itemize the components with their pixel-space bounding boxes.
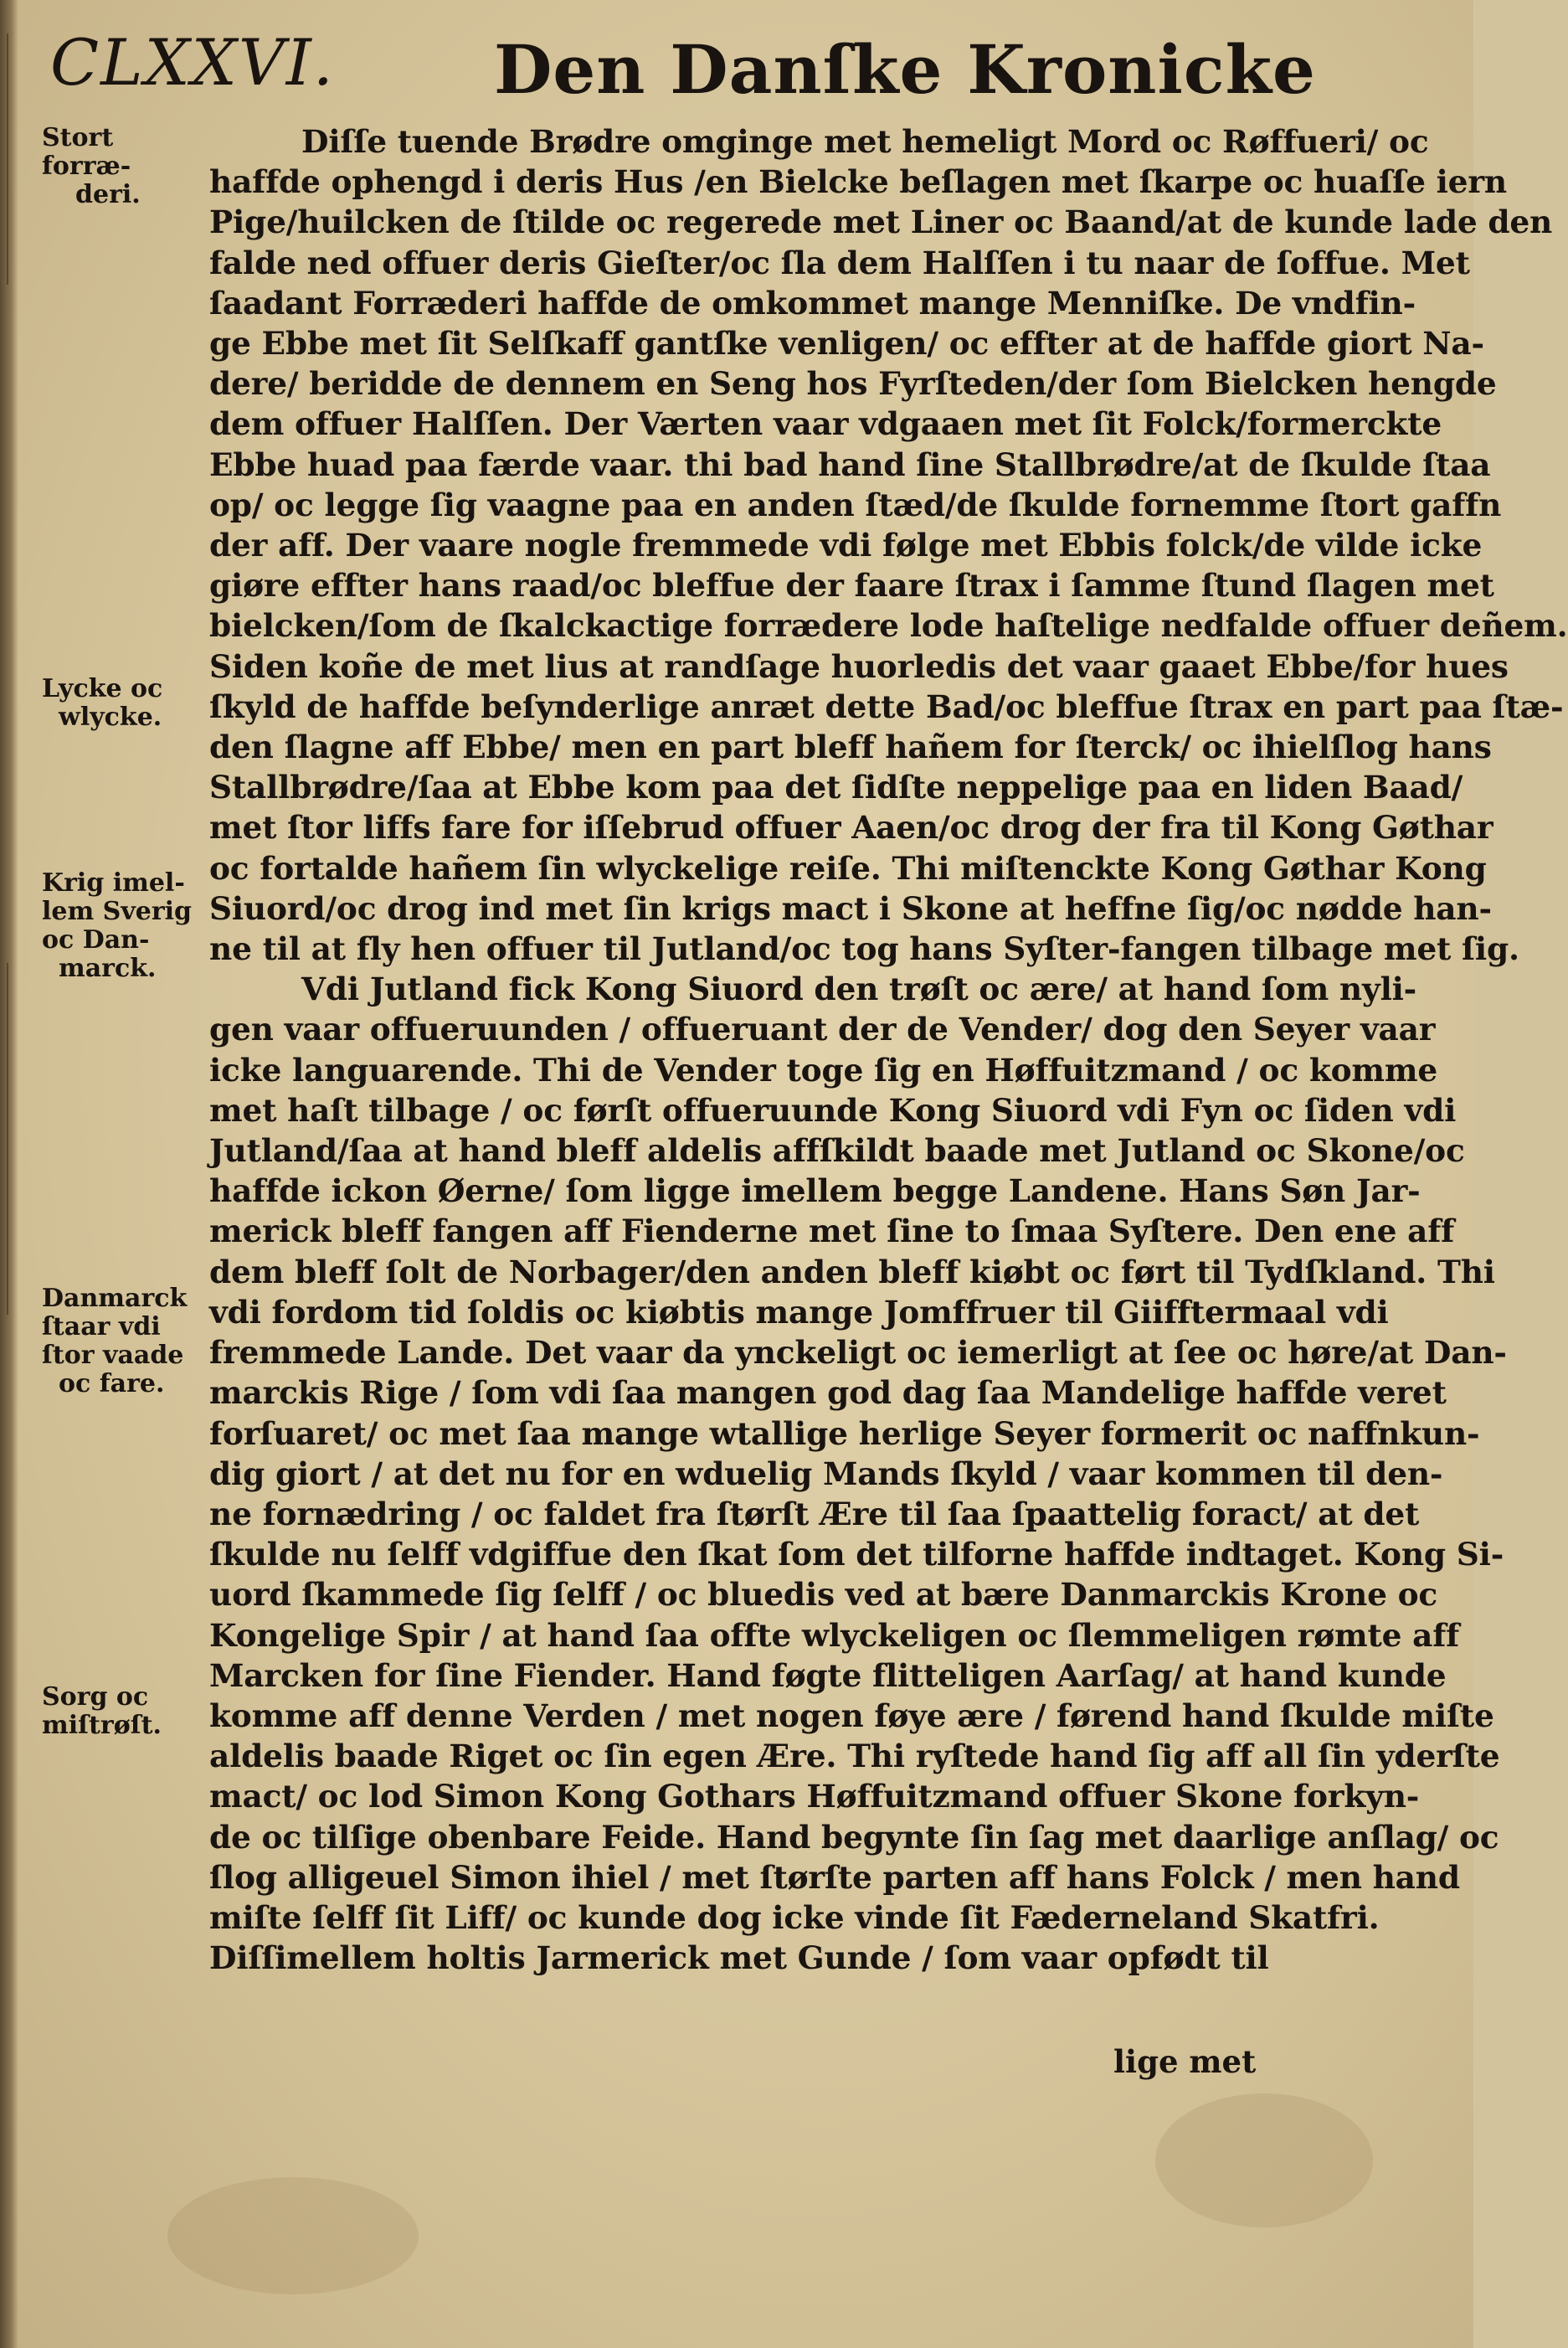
text-line: Kongelige Spir / at hand ſaa offte wlyckeligen oc ſlemmeligen rømte aff	[209, 1616, 1460, 1654]
margin-note	[42, 675, 201, 732]
margin-note-line: oc Dan-	[42, 925, 150, 955]
text-line: op/ oc legge ſig vaagne paa en anden ſtæd/de ſkulde fornemme ſtort gaffn	[209, 486, 1502, 523]
text-line: giøre effter hans raad/oc bleffue der faare ſtrax i ſamme ſtund ſlagen met	[209, 567, 1494, 605]
margin-note-line: ſtor vaade	[42, 1341, 184, 1370]
text-line: fremmede Lande. Det vaar da ynckeligt oc iemerligt at ſee oc høre/at Dan-	[209, 1334, 1507, 1372]
text-line: miſte ſelff ſit Liff/ oc kunde dog icke vinde ſit Fæderneland Skatfri.	[209, 1898, 1380, 1936]
margin-note	[42, 1285, 201, 1398]
text-line: Jutland/ſaa at hand bleff aldelis affſkildt baade met Jutland oc Skone/oc	[209, 1132, 1465, 1170]
margin-note	[42, 1683, 201, 1740]
text-line: de oc tilſige obenbare Feide. Hand begynte ſin ſag met daarlige anſlag/ oc	[209, 1818, 1499, 1856]
margin-note-line: Krig imel-	[42, 868, 185, 898]
text-line: dem offuer Halſſen. Der Værten vaar vdgaaen met ſit Folck/formerckte	[209, 405, 1442, 443]
paper-stain	[1155, 2093, 1373, 2227]
text-line: ge Ebbe met ſit Selſkaff gantſke venligen/ oc effter at de haffde giort Na-	[209, 325, 1484, 363]
page-edge	[0, 0, 18, 2348]
paper-stain	[167, 2177, 419, 2294]
margin-note-line: wlycke.	[59, 703, 162, 732]
text-line: oc fortalde hañem ſin wlyckelige reiſe. Thi miſtenckte Kong Gøthar Kong	[209, 849, 1487, 887]
text-line: dere/ beridde de dennem en Seng hos Fyrſteden/der ſom Bielcken hengde	[209, 365, 1497, 403]
text-line: ne fornædring / oc faldet fra ſtørſt Ære til ſaa ſpaattelig foract/ at det	[209, 1495, 1420, 1532]
folio-number: CLXXVI.	[50, 25, 335, 100]
margin-note-line: lem Sverig	[42, 897, 193, 926]
text-line: mact/ oc lod Simon Kong Gothars Høffuitzmand offuer Skone forkyn-	[209, 1778, 1420, 1815]
margin-note-line: ſtaar vdi	[42, 1312, 161, 1341]
margin-note-line: Sorg oc	[42, 1682, 149, 1712]
text-line: Siuord/oc drog ind met ſin krigs mact i Skone at heffne ſig/oc nødde han-	[209, 889, 1492, 927]
text-line: met ſtor liffs fare for iſſebrud offuer Aaen/oc drog der fra til Kong Gøthar	[209, 809, 1493, 847]
margin-note-line: oc fare.	[59, 1369, 165, 1398]
text-line: ſaadant Forræderi haffde de omkommet mange Menniſke. De vndfin-	[209, 284, 1416, 322]
margin-note-line: Lycke oc	[42, 674, 163, 703]
text-line: der aff. Der vaare nogle fremmede vdi følge met Ebbis folck/de vilde icke	[209, 527, 1483, 564]
text-line: uord ſkammede ſig ſelff / oc bluedis ved at bære Danmarckis Krone oc	[209, 1576, 1438, 1614]
gutter-mark	[7, 33, 8, 285]
margin-note-line: Stort forræ-	[42, 123, 131, 181]
text-line: merick bleff fangen aff Fienderne met ſine to ſmaa Syſtere. Den ene aff	[209, 1213, 1455, 1250]
text-line: falde ned offuer deris Gieſter/oc ſla dem Halſſen i tu naar de ſoffue. Met	[209, 244, 1470, 281]
margin-note	[42, 124, 201, 209]
text-line: vdi fordom tid ſoldis oc kiøbtis mange Jomffruer til Giifftermaal vdi	[209, 1293, 1389, 1331]
text-line: Siden koñe de met lius at randſage huorledis det vaar gaaet Ebbe/for hues	[209, 647, 1509, 685]
text-line: aldelis baade Riget oc ſin egen Ære. Thi ryſtede hand ſig aff all ſin yderſte	[209, 1738, 1500, 1775]
text-line: Diſſimellem holtis Jarmerick met Gunde / ſom vaar opfødt til	[209, 1939, 1269, 1977]
text-line: ſkulde nu ſelff vdgiffue den ſkat ſom det tilforne haffde indtaget. Kong Si-	[209, 1536, 1504, 1573]
margin-note-line: Danmarck	[42, 1284, 188, 1313]
text-line: Stallbrødre/ſaa at Ebbe kom paa det ſidſte neppelige paa en liden Baad/	[209, 769, 1463, 806]
text-line: Pige/huilcken de ſtilde oc regerede met Liner oc Baand/at de kunde lade den	[209, 203, 1553, 241]
text-line: Ebbe huad paa færde vaar. thi bad hand ſine Stallbrødre/at de ſkulde ſtaa	[209, 445, 1491, 483]
text-line: gen vaar offueruunden / offueruant der de Vender/ dog den Seyer vaar	[209, 1011, 1436, 1048]
catchword: lige met	[1113, 2043, 1257, 2080]
text-line: icke languarende. Thi de Vender toge ſig en Høffuitzmand / oc komme	[209, 1051, 1438, 1089]
text-line: forſuaret/ oc met ſaa mange wtallige herlige Seyer formerit oc naffnkun-	[209, 1414, 1480, 1452]
text-line: komme aff denne Verden / met nogen føye ære / førend hand ſkulde miſte	[209, 1697, 1494, 1734]
text-line: den ſlagne aff Ebbe/ men en part bleff hañem for ſterck/ oc ihielſlog hans	[209, 729, 1492, 766]
running-head: Den Danſke Kronicke	[494, 30, 1316, 109]
text-line: ſlog alligeuel Simon ihiel / met ſtørſte parten aff hans Folck / men hand	[209, 1858, 1460, 1896]
main-text	[209, 121, 1568, 1978]
text-line: bielcken/ſom de ſkalckactige forrædere lode haſtelige nedfalde offuer deñem.	[209, 607, 1568, 645]
text-line: Marcken for ſine Fiender. Hand føgte flitteligen Aarſag/ at hand kunde	[209, 1656, 1447, 1694]
margin-note-line: miſtrøſt.	[42, 1711, 162, 1740]
text-line: haffde ickon Øerne/ ſom ligge imellem begge Landene. Hans Søn Jar-	[209, 1172, 1421, 1210]
gutter-mark	[7, 963, 8, 1315]
margin-note	[42, 869, 201, 983]
text-line: dig giort / at det nu for en wduelig Mands ſkyld / vaar kommen til den-	[209, 1455, 1443, 1492]
text-line: dem bleff ſolt de Norbager/den anden bleff kiøbt oc ført til Tydſkland. Thi	[209, 1253, 1495, 1290]
text-line: ne til at fly hen offuer til Jutland/oc tog hans Syſter-fangen tilbage met ſig.	[209, 930, 1519, 968]
margin-note-line: deri.	[75, 180, 141, 209]
margin-note-line: marck.	[59, 954, 157, 983]
text-line: haffde ophengd i deris Hus /en Bielcke beſlagen met ſkarpe oc huaſſe iern	[209, 163, 1507, 201]
text-line: ſkyld de haffde beſynderlige anræt dette Bad/oc bleffue ſtrax en part paa ſtæ-	[209, 687, 1564, 725]
text-line: Vdi Jutland fick Kong Siuord den trøſt oc ære/ at hand ſom nyli-	[301, 971, 1417, 1008]
text-line: Diſſe tuende Brødre omginge met hemeligt Mord oc Røffueri/ oc	[301, 123, 1429, 160]
text-line: met haſt tilbage / oc førſt offueruunde Kong Siuord vdi Fyn oc ſiden vdi	[209, 1091, 1457, 1129]
text-line: marckis Rige / ſom vdi ſaa mangen god dag ſaa Mandelige haffde veret	[209, 1374, 1447, 1412]
